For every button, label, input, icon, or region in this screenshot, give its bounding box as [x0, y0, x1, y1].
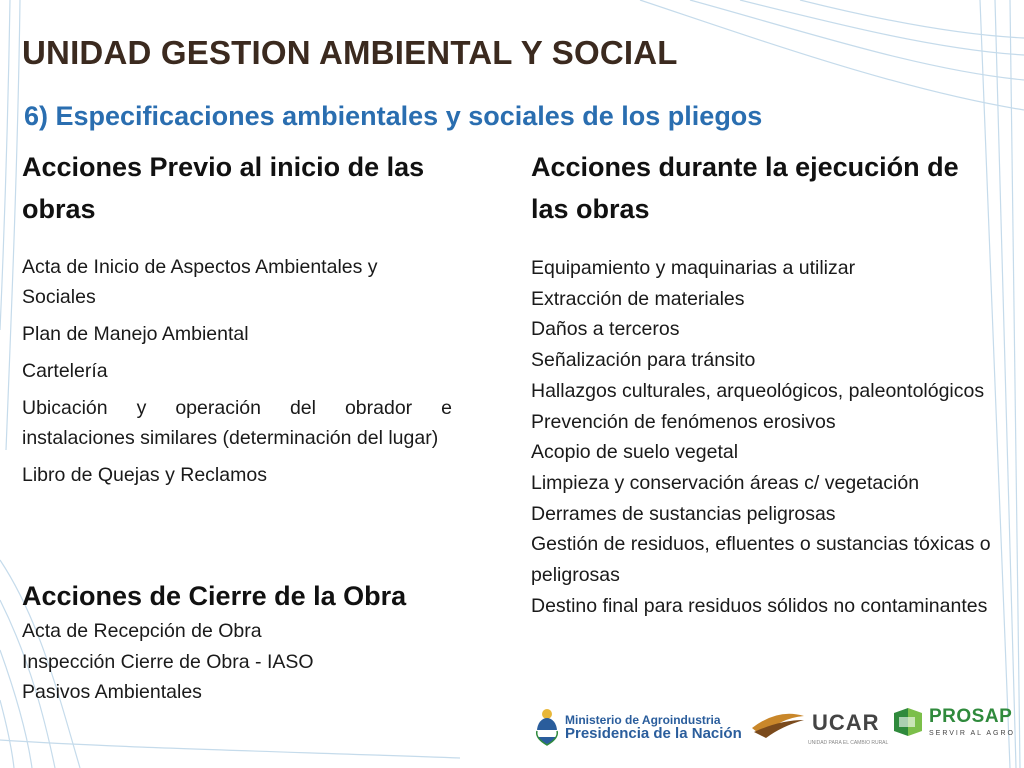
list-item: Señalización para tránsito	[531, 349, 756, 372]
list-item: Hallazgos culturales, arqueológicos, paleontológicos	[531, 379, 985, 402]
national-coat-of-arms-icon	[535, 708, 559, 746]
during-works-list	[531, 253, 1001, 621]
list-item: Acta de Recepción de Obra	[22, 620, 262, 642]
list-item: Ubicación y operación del obrador e instalaciones similares (determinación del lugar)	[22, 397, 452, 449]
prosap-name: PROSAP	[929, 706, 1013, 727]
prosap-logo	[893, 706, 1015, 737]
ucar-name: UCAR	[812, 710, 880, 735]
closing-actions-section	[22, 576, 462, 708]
list-item: Prevención de fenómenos erosivos	[531, 410, 836, 433]
list-item: Acopio de suelo vegetal	[531, 441, 739, 464]
list-item: Gestión de residuos, efluentes o sustancias tóxicas o peligrosas	[531, 533, 991, 587]
slide-subtitle: 6) Especificaciones ambientales y sociales de los pliegos	[24, 101, 763, 131]
ministerio-logo	[535, 708, 742, 746]
ministerio-line2: Presidencia de la Nación	[565, 725, 742, 742]
closing-heading: Acciones de Cierre de la Obra	[22, 581, 407, 611]
ministerio-line1: Ministerio de Agroindustria	[565, 713, 721, 727]
ucar-tagline: UNIDAD PARA EL CAMBIO RURAL	[808, 740, 889, 746]
ucar-logo	[750, 706, 889, 746]
footer-logos	[0, 700, 1024, 760]
prosap-leaf-icon	[893, 707, 923, 737]
list-item: Derrames de sustancias peligrosas	[531, 502, 836, 525]
ucar-swoosh-icon	[750, 706, 806, 740]
list-item: Destino final para residuos sólidos no contaminantes	[531, 594, 988, 617]
list-item: Inspección Cierre de Obra - IASO	[22, 650, 314, 673]
during-works-heading: Acciones durante la ejecución de las obras	[531, 152, 959, 224]
list-item: Acta de Inicio de Aspectos Ambientales y Sociales	[22, 256, 378, 308]
pre-works-actions-section	[22, 146, 452, 497]
list-item: Limpieza y conservación áreas c/ vegetación	[531, 471, 920, 494]
list-item: Cartelería	[22, 360, 108, 382]
list-item: Plan de Manejo Ambiental	[22, 323, 249, 345]
list-item: Extracción de materiales	[531, 287, 745, 310]
prosap-tagline: SERVIR AL AGRO	[929, 730, 1015, 737]
pre-works-heading: Acciones Previo al inicio de las obras	[22, 152, 425, 224]
list-item: Daños a terceros	[531, 318, 680, 341]
during-works-actions-section	[531, 146, 1001, 621]
list-item: Pasivos Ambientales	[22, 681, 202, 704]
pre-works-list	[22, 252, 452, 490]
list-item: Libro de Quejas y Reclamos	[22, 464, 267, 486]
list-item: Equipamiento y maquinarias a utilizar	[531, 257, 856, 279]
slide-title: UNIDAD GESTION AMBIENTAL Y SOCIAL	[22, 34, 678, 71]
